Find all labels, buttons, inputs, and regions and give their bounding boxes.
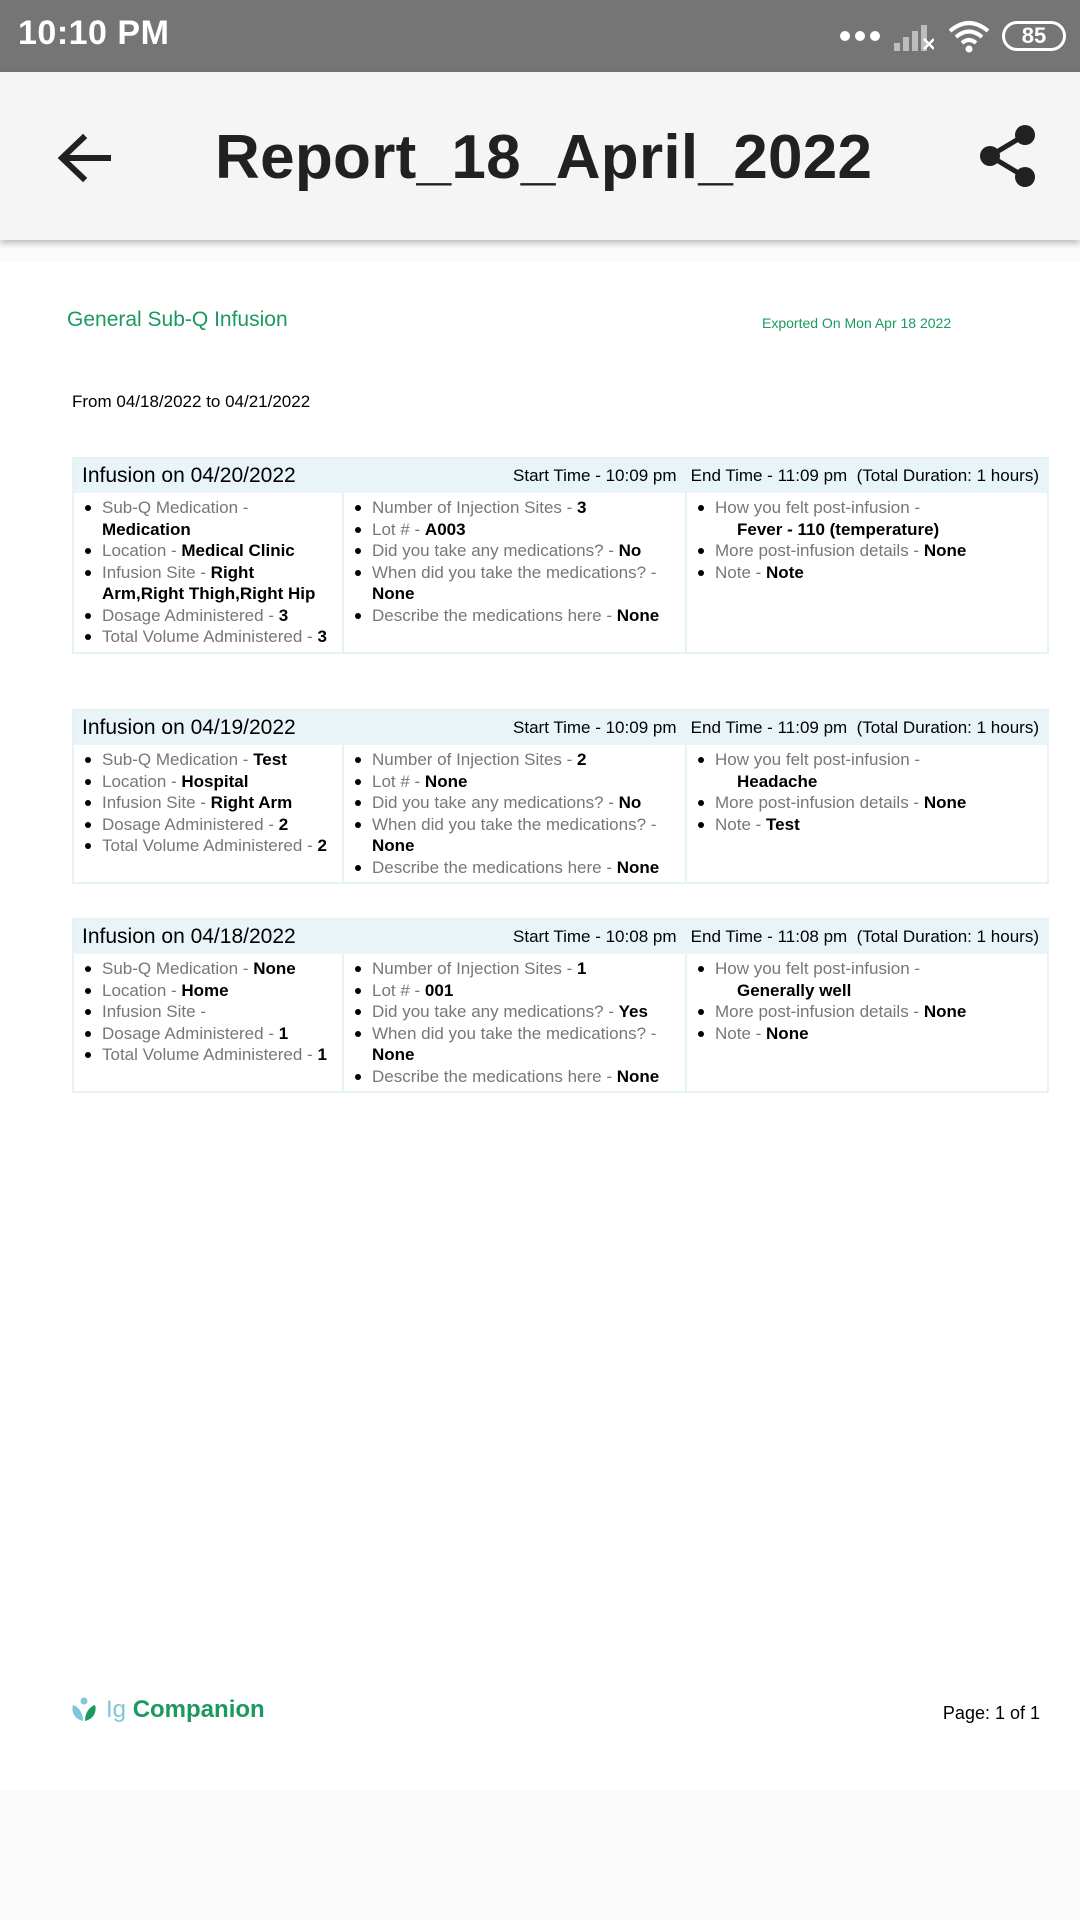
detail-item <box>695 792 1039 814</box>
infusion-column <box>344 745 687 882</box>
report-title: General Sub-Q Infusion <box>67 308 288 331</box>
detail-item <box>352 519 677 541</box>
more-dots-icon <box>840 31 880 41</box>
detail-item <box>82 1001 334 1023</box>
detail-value: None <box>372 836 415 855</box>
detail-value: 1 <box>278 1023 289 1043</box>
infusion-card-header <box>74 920 1047 954</box>
detail-item <box>695 1001 1039 1023</box>
detail-label: Note - <box>715 1023 767 1043</box>
detail-value: No <box>618 541 642 560</box>
infusion-column <box>687 954 1047 1091</box>
detail-item <box>82 771 334 793</box>
detail-label: Location - <box>102 771 182 791</box>
detail-label: How you felt post-infusion - <box>715 750 921 769</box>
infusion-column <box>344 954 687 1091</box>
detail-item <box>352 749 677 771</box>
detail-value: None <box>372 1045 415 1064</box>
detail-item <box>352 958 677 980</box>
detail-value: Generally well <box>737 980 852 1000</box>
detail-label: When did you take the medications? - <box>372 814 657 834</box>
detail-value: None <box>424 771 468 791</box>
infusion-times: Start Time - 10:09 pm End Time - 11:09 pm (Total Duration: 1 hours) <box>513 718 1039 737</box>
detail-label: When did you take the medications? - <box>372 562 657 582</box>
detail-label: Sub-Q Medication - <box>102 498 249 517</box>
infusion-card-header <box>74 711 1047 745</box>
detail-value: Hospital <box>181 771 249 791</box>
detail-value: Right Arm,Right Thigh,Right Hip <box>102 562 316 603</box>
detail-label: Dosage Administered - <box>102 814 279 834</box>
detail-value: None <box>923 793 967 812</box>
detail-label: Infusion Site - <box>102 562 211 582</box>
detail-value: 3 <box>278 605 289 625</box>
infusion-times: Start Time - 10:09 pm End Time - 11:09 pm (Total Duration: 1 hours) <box>513 466 1039 485</box>
detail-value: None <box>616 857 660 877</box>
detail-item <box>352 980 677 1002</box>
detail-item <box>695 540 1039 562</box>
detail-label: More post-infusion details - <box>715 541 924 560</box>
infusion-column <box>687 745 1047 882</box>
detail-item <box>82 1023 334 1045</box>
page-number: Page: 1 of 1 <box>942 1703 1040 1723</box>
infusion-date: Infusion on 04/18/2022 <box>82 925 296 948</box>
report-page[interactable] <box>0 262 1080 1790</box>
date-range: From 04/18/2022 to 04/21/2022 <box>72 392 311 411</box>
detail-value: 1 <box>317 1045 327 1064</box>
detail-label: Total Volume Administered - <box>102 836 318 855</box>
detail-value: Yes <box>618 1002 648 1021</box>
signal-icon <box>894 21 934 51</box>
detail-value: None <box>923 541 967 560</box>
detail-item <box>352 792 677 814</box>
detail-value: Note <box>766 562 804 582</box>
detail-label: Number of Injection Sites - <box>372 498 578 517</box>
detail-item <box>352 814 677 857</box>
infusion-card-header <box>74 459 1047 493</box>
detail-label: Did you take any medications? - <box>372 793 619 812</box>
detail-item <box>82 835 334 857</box>
share-button[interactable] <box>970 118 1046 194</box>
detail-label: Location - <box>102 541 182 560</box>
detail-item <box>82 749 334 771</box>
detail-item <box>352 540 677 562</box>
detail-item <box>352 562 677 605</box>
detail-item <box>352 771 677 793</box>
detail-value: None <box>253 959 296 978</box>
detail-label: Lot # - <box>372 980 425 1000</box>
battery-icon: 85 <box>1002 21 1066 51</box>
detail-value: No <box>618 793 642 812</box>
detail-label: Total Volume Administered - <box>102 627 318 646</box>
detail-item <box>82 497 334 540</box>
detail-label: More post-infusion details - <box>715 1002 924 1021</box>
detail-value: Test <box>253 750 287 769</box>
detail-item <box>352 605 677 627</box>
infusion-card <box>72 457 1049 654</box>
detail-item <box>82 626 334 648</box>
detail-item <box>82 1044 334 1066</box>
detail-value: 3 <box>317 627 327 646</box>
detail-item <box>352 857 677 879</box>
infusion-column <box>74 954 344 1091</box>
status-time: 10:10 PM <box>18 14 170 52</box>
detail-value: 2 <box>317 836 327 855</box>
detail-item <box>352 497 677 519</box>
detail-label: Total Volume Administered - <box>102 1045 318 1064</box>
detail-item <box>82 562 334 605</box>
detail-label: Number of Injection Sites - <box>372 750 578 769</box>
logo-ig-text: Ig <box>106 1696 127 1723</box>
detail-label: Infusion Site - <box>102 1002 206 1021</box>
detail-label: Lot # - <box>372 771 425 791</box>
detail-value: None <box>923 1002 967 1021</box>
detail-value: Right Arm <box>210 793 293 812</box>
detail-item <box>82 540 334 562</box>
detail-item <box>352 1001 677 1023</box>
status-bar <box>0 0 1080 72</box>
detail-label: Describe the medications here - <box>372 857 617 877</box>
back-button[interactable] <box>48 122 120 194</box>
detail-value: Test <box>766 814 800 834</box>
detail-label: How you felt post-infusion - <box>715 498 921 517</box>
detail-value: 1 <box>577 959 587 978</box>
detail-value: Home <box>181 980 229 1000</box>
detail-value: Medical Clinic <box>181 541 295 560</box>
detail-label: Describe the medications here - <box>372 605 617 625</box>
leaf-logo-icon <box>70 1697 98 1723</box>
infusion-times: Start Time - 10:08 pm End Time - 11:08 pm (Total Duration: 1 hours) <box>513 927 1039 946</box>
detail-value: None <box>616 1066 660 1086</box>
detail-item <box>695 749 1039 792</box>
detail-label: Dosage Administered - <box>102 1023 279 1043</box>
detail-label: Location - <box>102 980 182 1000</box>
infusion-card <box>72 709 1049 884</box>
detail-label: Lot # - <box>372 519 425 539</box>
status-icons <box>840 18 1066 54</box>
wifi-icon <box>948 19 990 53</box>
share-icon <box>977 123 1039 189</box>
infusion-column <box>687 493 1047 652</box>
detail-item <box>82 980 334 1002</box>
detail-value: Fever - 110 (temperature) <box>737 519 940 539</box>
detail-item <box>82 814 334 836</box>
detail-item <box>82 958 334 980</box>
detail-item <box>695 1023 1039 1045</box>
detail-item <box>82 792 334 814</box>
detail-value: Medication <box>102 519 191 539</box>
infusion-column <box>74 493 344 652</box>
detail-label: How you felt post-infusion - <box>715 959 921 978</box>
app-bar <box>0 72 1080 240</box>
exported-date: Exported On Mon Apr 18 2022 <box>762 315 952 331</box>
detail-item <box>82 605 334 627</box>
detail-item <box>352 1066 677 1088</box>
detail-label: Did you take any medications? - <box>372 541 619 560</box>
detail-item <box>695 814 1039 836</box>
detail-label: Describe the medications here - <box>372 1066 617 1086</box>
detail-item <box>695 497 1039 540</box>
detail-label: Dosage Administered - <box>102 605 279 625</box>
detail-label: When did you take the medications? - <box>372 1023 657 1043</box>
detail-value: None <box>766 1023 809 1043</box>
detail-label: Note - <box>715 562 767 582</box>
arrow-left-icon <box>56 133 112 183</box>
infusion-date: Infusion on 04/19/2022 <box>82 716 296 739</box>
app-logo <box>70 1696 265 1724</box>
detail-label: Number of Injection Sites - <box>372 959 578 978</box>
infusion-column <box>74 745 344 882</box>
detail-value: 001 <box>424 980 454 1000</box>
detail-item <box>352 1023 677 1066</box>
detail-label: Sub-Q Medication - <box>102 959 254 978</box>
detail-label: More post-infusion details - <box>715 793 924 812</box>
detail-value: None <box>616 605 660 625</box>
infusion-date: Infusion on 04/20/2022 <box>82 464 296 487</box>
detail-value: A003 <box>424 519 466 539</box>
detail-value: Headache <box>737 771 818 791</box>
detail-label: Did you take any medications? - <box>372 1002 619 1021</box>
detail-item <box>695 958 1039 1001</box>
infusion-column <box>344 493 687 652</box>
detail-value: 2 <box>577 750 587 769</box>
logo-companion-text: Companion <box>132 1696 265 1723</box>
detail-label: Infusion Site - <box>102 793 211 812</box>
detail-value: 2 <box>278 814 289 834</box>
page-title: Report_18_April_2022 <box>215 123 873 192</box>
detail-value: None <box>372 584 415 603</box>
detail-label: Sub-Q Medication - <box>102 750 254 769</box>
detail-item <box>695 562 1039 584</box>
detail-value: 3 <box>577 498 587 517</box>
detail-label: Note - <box>715 814 767 834</box>
infusion-card <box>72 918 1049 1093</box>
